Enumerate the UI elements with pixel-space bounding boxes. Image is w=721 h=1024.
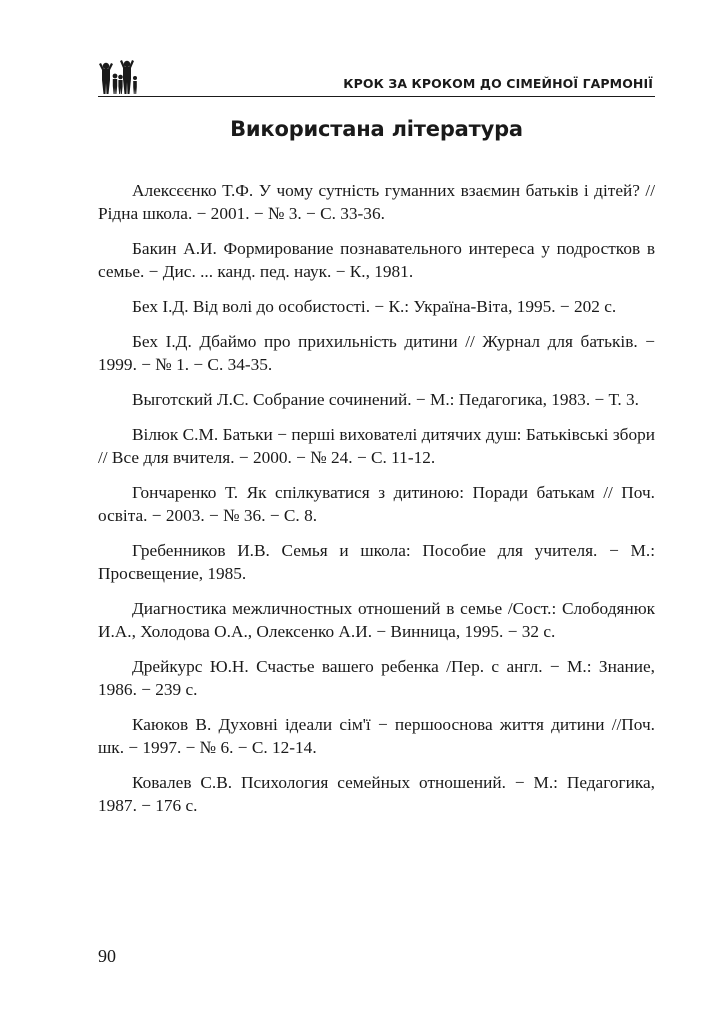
page-header	[98, 56, 655, 98]
reference-item: Диагностика межличностных отношений в семье /Сост.: Слободянюк И.А., Холодова О.А., Олексенко А.И. − Винница, 1995. − 32 с.	[98, 599, 655, 641]
running-title: КРОК ЗА КРОКОМ ДО СІМЕЙНОЇ ГАРМОНІЇ	[343, 76, 653, 91]
reference-item: Гончаренко Т. Як спілкуватися з дитиною: Поради батькам // Поч. освіта. − 2003. − № 36. − С. 8.	[98, 483, 655, 525]
page-number: 90	[98, 946, 116, 966]
reference-item: Бех І.Д. Від волі до особистості. − К.: Україна-Віта, 1995. − 202 с.	[132, 297, 617, 316]
reference-item: Каюков В. Духовні ідеали сім'ї − першооснова життя дитини //Поч. шк. − 1997. − № 6. − С. 12-14.	[98, 715, 655, 757]
reference-item: Алексєєнко Т.Ф. У чому сутність гуманних взаємин батьків і дітей? // Рідна школа. − 2001. − № 3. − С. 33-36.	[98, 181, 655, 223]
reference-list	[98, 179, 655, 829]
reference-item: Выготский Л.С. Собрание сочинений. − М.: Педагогика, 1983. − Т. 3.	[132, 390, 639, 409]
reference-item: Вілюк С.М. Батьки − перші вихователі дитячих душ: Батьківські збори // Все для вчителя. − 2000. − № 24. − С. 11-12.	[98, 425, 655, 467]
family-figures-icon	[98, 56, 138, 96]
reference-item: Бакин А.И. Формирование познавательного интереса у подростков в семье. − Дис. ... канд. пед. наук. − К., 1981.	[98, 239, 655, 281]
page-title: Використана література	[230, 117, 523, 141]
header-divider	[98, 96, 655, 97]
reference-item: Дрейкурс Ю.Н. Счастье вашего ребенка /Пер. с англ. − М.: Знание, 1986. − 239 с.	[98, 657, 655, 699]
reference-item: Ковалев С.В. Психология семейных отношений. − М.: Педагогика, 1987. − 176 с.	[98, 773, 655, 815]
reference-item: Бех І.Д. Дбаймо про прихильність дитини // Журнал для батьків. − 1999. − № 1. − С. 34-35.	[98, 332, 655, 374]
reference-item: Гребенников И.В. Семья и школа: Пособие для учителя. − М.: Просвещение, 1985.	[98, 541, 655, 583]
